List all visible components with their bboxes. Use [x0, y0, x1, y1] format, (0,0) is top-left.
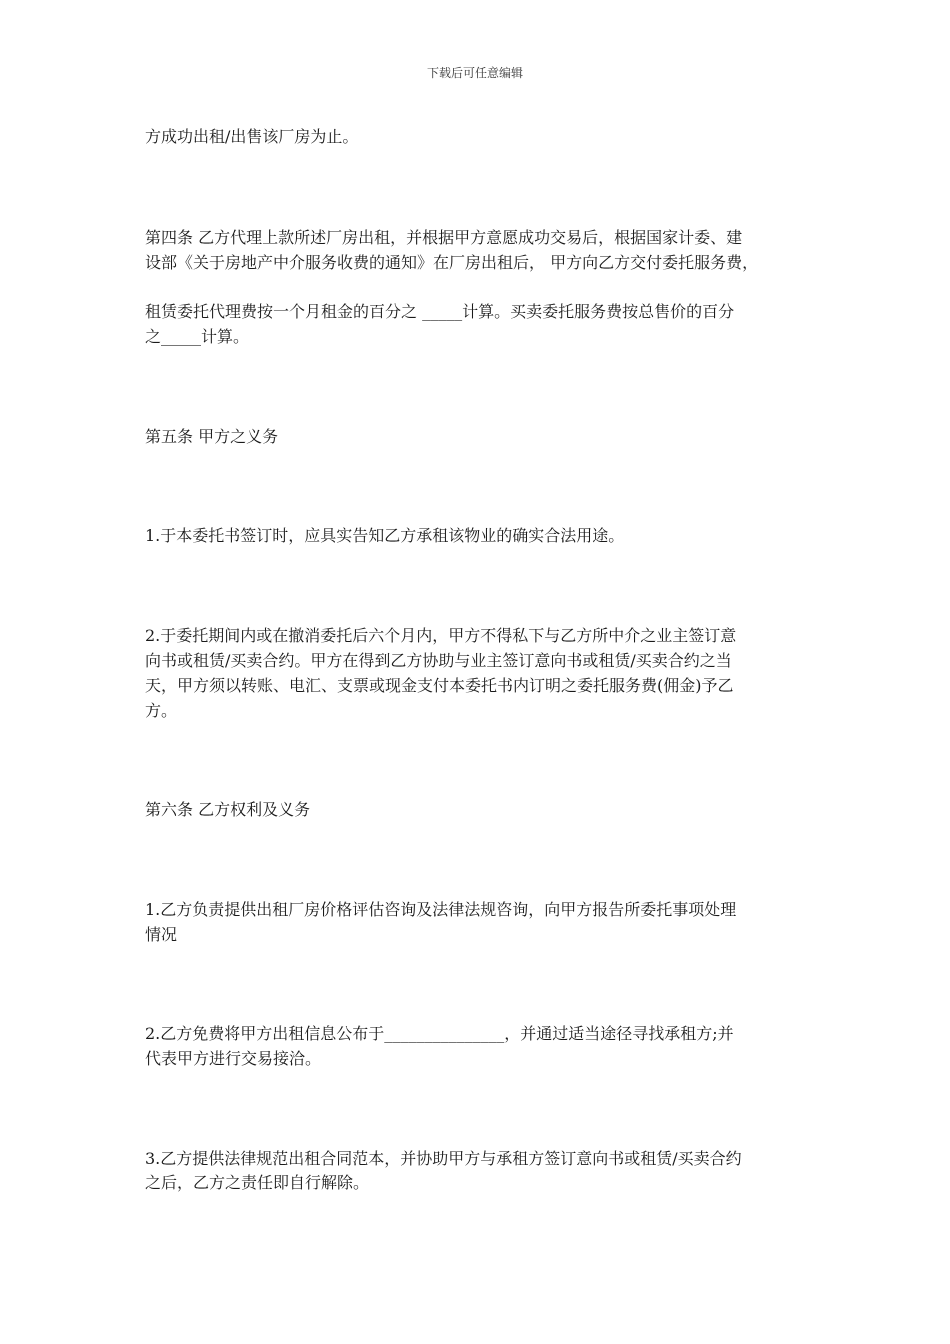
article-five-item-2-line-3: 天，甲方须以转账、电汇、支票或现金支付本委托书内订明之委托服务费(佣金)予乙 — [145, 676, 734, 695]
article-six-item-2-line-2: 代表甲方进行交易接洽。 — [145, 1049, 322, 1068]
header-note: 下载后可任意编辑 — [426, 66, 523, 80]
article-six-heading: 第六条 乙方权利及义务 — [145, 800, 311, 819]
text-line: 方成功出租/出售该厂房为止。 — [145, 127, 359, 146]
article-four-line-1: 第四条 乙方代理上款所述厂房出租，并根据甲方意愿成功交易后，根据国家计委、建 — [145, 228, 743, 247]
article-four-line-4: 之_____计算。 — [145, 327, 250, 346]
article-four-line-2: 设部《关于房地产中介服务收费的通知》在厂房出租后， 甲方向乙方交付委托服务费， — [145, 253, 759, 272]
article-five-item-2-line-4: 方。 — [145, 701, 178, 720]
article-six-item-1-line-2: 情况 — [145, 925, 178, 944]
article-six-item-3-line-2: 之后，乙方之责任即自行解除。 — [145, 1173, 370, 1192]
article-five-item-1: 1.于本委托书签订时，应具实告知乙方承租该物业的确实合法用途。 — [145, 526, 625, 545]
article-six-item-2-line-1: 2.乙方免费将甲方出租信息公布于_______________，并通过适当途径寻找承租方;并 — [145, 1024, 734, 1043]
article-four-line-3: 租赁委托代理费按一个月租金的百分之 _____计算。买卖委托服务费按总售价的百分 — [145, 302, 735, 321]
article-six-item-1-line-1: 1.乙方负责提供出租厂房价格评估咨询及法律法规咨询，向甲方报告所委托事项处理 — [145, 900, 737, 919]
article-five-heading: 第五条 甲方之义务 — [145, 427, 279, 446]
article-five-item-2-line-2: 向书或租赁/买卖合约。甲方在得到乙方协助与业主签订意向书或租赁/买卖合约之当 — [145, 651, 732, 670]
article-five-item-2-line-1: 2.于委托期间内或在撤消委托后六个月内，甲方不得私下与乙方所中介之业主签订意 — [145, 626, 737, 645]
article-six-item-3-line-1: 3.乙方提供法律规范出租合同范本，并协助甲方与承租方签订意向书或租赁/买卖合约 — [145, 1149, 742, 1168]
